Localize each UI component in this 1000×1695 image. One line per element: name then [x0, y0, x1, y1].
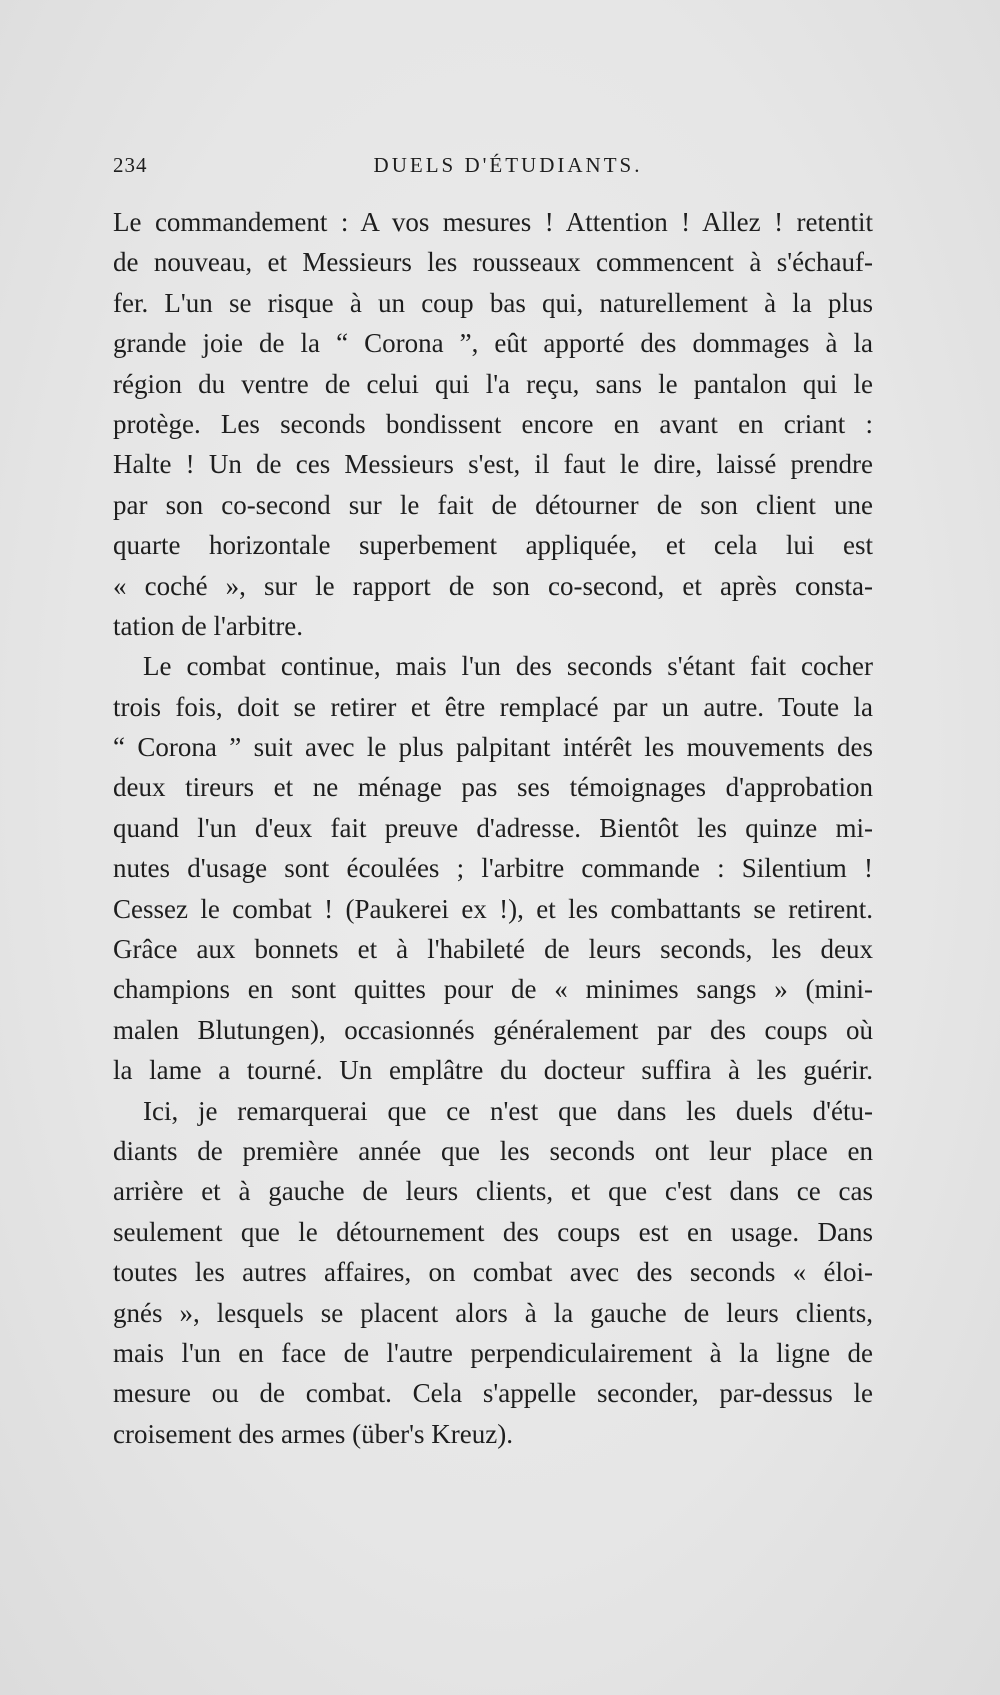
text-line: champions en sont quittes pour de « minimes sangs » (mini- — [113, 974, 873, 1005]
page-number: 234 — [113, 153, 148, 177]
text-line: « coché », sur le rapport de son co-second, et après consta- — [113, 570, 873, 601]
text-line: nutes d'usage sont écoulées ; l'arbitre commande : Silentium ! — [113, 853, 873, 884]
text-line: trois fois, doit se retirer et être remplacé par un autre. Toute la — [113, 691, 873, 722]
text-line: Ici, je remarquerai que ce n'est que dans les duels d'étu- — [143, 1095, 873, 1126]
text-line: mais l'un en face de l'autre perpendiculairement à la ligne de — [113, 1337, 873, 1368]
text-line: “ Corona ” suit avec le plus palpitant intérêt les mouvements des — [113, 732, 873, 763]
text-line: de nouveau, et Messieurs les rousseaux commencent à s'échauf- — [113, 247, 873, 278]
page-header — [113, 153, 883, 183]
text-line: seulement que le détournement des coups est en usage. Dans — [113, 1216, 873, 1247]
text-line: Le combat continue, mais l'un des seconds s'étant fait cocher — [143, 651, 873, 682]
text-line: toutes les autres affaires, on combat avec des seconds « éloi- — [113, 1257, 873, 1288]
text-line: gnés », lesquels se placent alors à la gauche de leurs clients, — [113, 1297, 873, 1328]
text-line: Le commandement : A vos mesures ! Attention ! Allez ! retentit — [113, 207, 873, 237]
text-line: deux tireurs et ne ménage pas ses témoignages d'approbation — [113, 772, 873, 803]
text-line: tation de l'arbitre. — [113, 610, 304, 641]
text-line: Cessez le combat ! (Paukerei ex !), et les combattants se retirent. — [113, 893, 873, 924]
text-line: fer. L'un se risque à un coup bas qui, naturellement à la plus — [113, 287, 873, 318]
text-line: la lame a tourné. Un emplâtre du docteur suffira à les guérir. — [113, 1055, 873, 1086]
text-line: par son co-second sur le fait de détourner de son client une — [113, 489, 873, 520]
text-line: diants de première année que les seconds ont leur place en — [113, 1135, 873, 1166]
text-line: grande joie de la “ Corona ”, eût apporté des dommages à la — [113, 328, 873, 359]
body-text — [113, 202, 873, 1454]
text-line: quand l'un d'eux fait preuve d'adresse. Bientôt les quinze mi- — [113, 812, 873, 843]
text-line: croisement des armes (über's Kreuz). — [113, 1418, 513, 1449]
text-line: mesure ou de combat. Cela s'appelle seconder, par-dessus le — [113, 1378, 873, 1409]
text-line: Grâce aux bonnets et à l'habileté de leurs seconds, les deux — [113, 934, 873, 965]
text-line: protège. Les seconds bondissent encore en avant en criant : — [113, 408, 873, 439]
text-line: région du ventre de celui qui l'a reçu, sans le pantalon qui le — [113, 368, 873, 399]
text-line: Halte ! Un de ces Messieurs s'est, il faut le dire, laissé prendre — [113, 449, 873, 480]
running-title: DUELS D'ÉTUDIANTS. — [373, 153, 643, 177]
text-line: arrière et à gauche de leurs clients, et que c'est dans ce cas — [113, 1176, 873, 1207]
text-line: malen Blutungen), occasionnés généralement par des coups où — [113, 1014, 873, 1045]
text-line: quarte horizontale superbement appliquée, et cela lui est — [113, 530, 873, 561]
